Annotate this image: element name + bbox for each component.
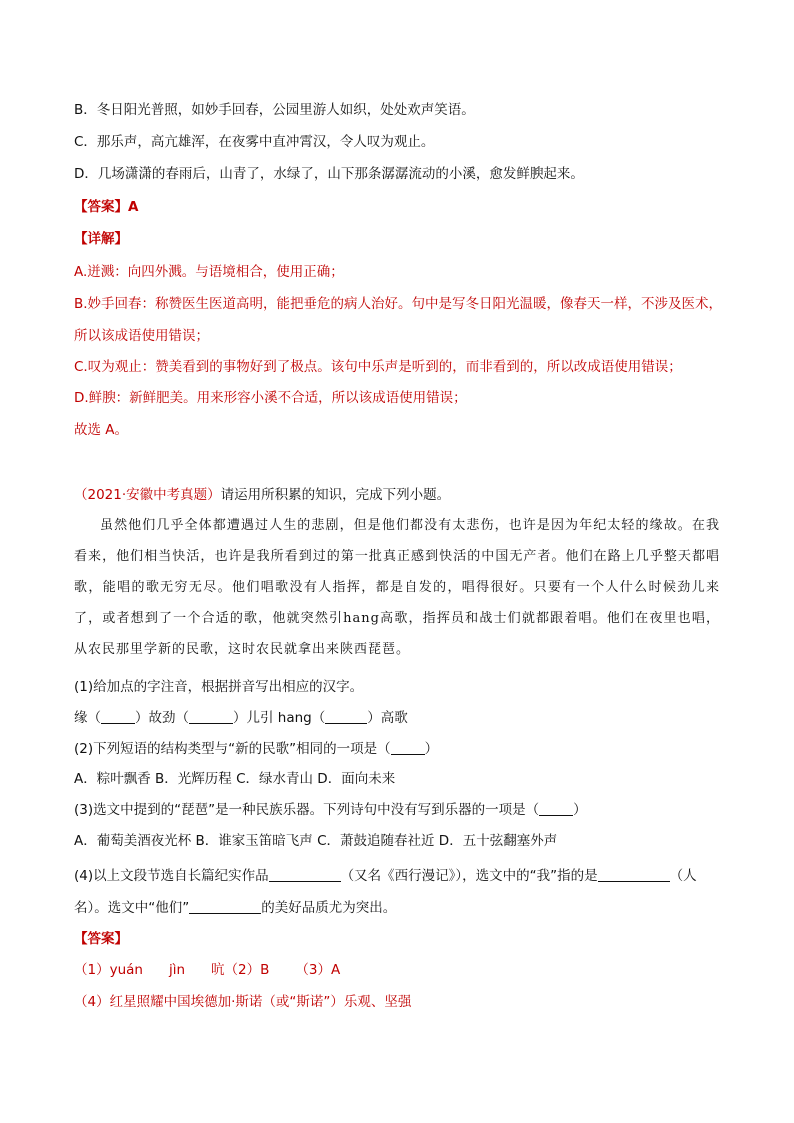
question-2-options: A．粽叶飘香 B．光辉历程 C．绿水青山 D．面向未来 (74, 771, 396, 787)
ans-1b: jìn (168, 962, 186, 978)
ans-1c: 吭（2）B (211, 962, 270, 978)
answer-label-2: 【答案】 (74, 931, 128, 947)
ans-1d: （3）A (295, 962, 341, 978)
answer-blank[interactable] (189, 899, 261, 914)
answer-blank[interactable] (598, 867, 670, 882)
answer-blank[interactable] (189, 709, 233, 724)
detail-a: A.迸溅：向四外溅。与语境相合，使用正确； (74, 264, 344, 280)
question-intro: 请运用所积累的知识，完成下列小题。 (220, 487, 451, 503)
q3-text: (3)选文中提到的“琵琶”是一种民族乐器。下列诗句中没有写到乐器的一项是（ (74, 802, 540, 818)
question-3 (74, 800, 587, 820)
q4-part-d: 名）。选文中“他们” (74, 900, 190, 916)
question-source: （2021·安徽中考真题） (74, 487, 221, 503)
answer-label: 【答案】A (74, 199, 139, 215)
q1-part-b: ）故劲（ (135, 710, 189, 726)
answer-line-1 (74, 960, 340, 980)
q2-text: (2)下列短语的结构类型与“新的民歌”相同的一项是（ (74, 741, 391, 757)
answer-blank[interactable] (269, 867, 341, 882)
question-4-line1 (74, 866, 697, 886)
q4-part-e: 的美好品质尤为突出。 (261, 900, 397, 916)
option-c: C．那乐声，高亢雄浑，在夜雾中直冲霄汉，令人叹为观止。 (74, 134, 435, 150)
option-b: B．冬日阳光普照，如妙手回春，公园里游人如织，处处欢声笑语。 (74, 102, 475, 118)
answer-blank[interactable] (101, 709, 135, 724)
question-1: (1)给加点的字注音，根据拼音写出相应的汉字。 (74, 679, 364, 695)
ans-1a: （1）yuán (74, 962, 143, 978)
answer-blank[interactable] (539, 801, 573, 816)
q1-part-d: ）高歌 (367, 710, 408, 726)
question-1-blanks (74, 708, 408, 728)
answer-line-2: （4）红星照耀中国埃德加·斯诺（或“斯诺”）乐观、坚强 (74, 994, 412, 1010)
detail-d: D.鲜腴：新鲜肥美。用来形容小溪不合适，所以该成语使用错误； (74, 390, 467, 406)
q4-part-c: （人 (669, 868, 697, 884)
detail-c: C.叹为观止：赞美看到的事物好到了极点。该句中乐声是听到的，而非看到的，所以改成语使用错误； (74, 359, 682, 375)
detail-b-line2: 所以该成语使用错误； (74, 328, 209, 344)
detail-b-line1: B.妙手回春：称赞医生医道高明，能把垂危的病人治好。句中是写冬日阳光温暖，像春天一样，不涉及医术， (74, 296, 723, 312)
q4-part-b: （又名《西行漫记》），选文中的“我”指的是 (340, 868, 598, 884)
q4-part-a: (4)以上文段节选自长篇纪实作品 (74, 868, 269, 884)
question-2 (74, 739, 438, 759)
answer-blank[interactable] (391, 740, 425, 755)
question-header (74, 485, 450, 505)
option-d: D．几场潇潇的春雨后，山青了，水绿了，山下那条潺潺流动的小溪，愈发鲜腴起来。 (74, 166, 584, 182)
question-3-options: A．葡萄美酒夜光杯 B．谁家玉笛暗飞声 C．萧鼓追随春社近 D．五十弦翻塞外声 (74, 833, 558, 849)
answer-blank[interactable] (325, 709, 367, 724)
reading-passage: 虽然他们几乎全体都遭遇过人生的悲剧，但是他们都没有太悲伤，也许是因为年纪太轻的缘故。在我看来，他们相当快活，也许是我所看到过的第一批真正感到快活的中国无产者。他们在路上几乎整天都唱歌，能唱的歌无穷无尽。他们唱歌没有人指挥，都是自发的，唱得很好。只要有一个人什么时候劲儿来了，或者想到了一个合适的歌，他就突然引hang高歌，指挥员和战士们就都跟着唱。他们在夜里也唱，从农民那里学新的民歌，这时农民就拿出来陕西琵琶。 (74, 518, 720, 657)
question-4-line2 (74, 898, 396, 918)
q2-end: ） (424, 741, 439, 757)
q1-part-c: ）儿引 hang（ (233, 710, 326, 726)
q1-part-a: 缘（ (74, 710, 101, 726)
q3-end: ） (573, 802, 587, 818)
conclusion: 故选 A。 (74, 422, 129, 438)
detail-label: 【详解】 (74, 231, 128, 247)
